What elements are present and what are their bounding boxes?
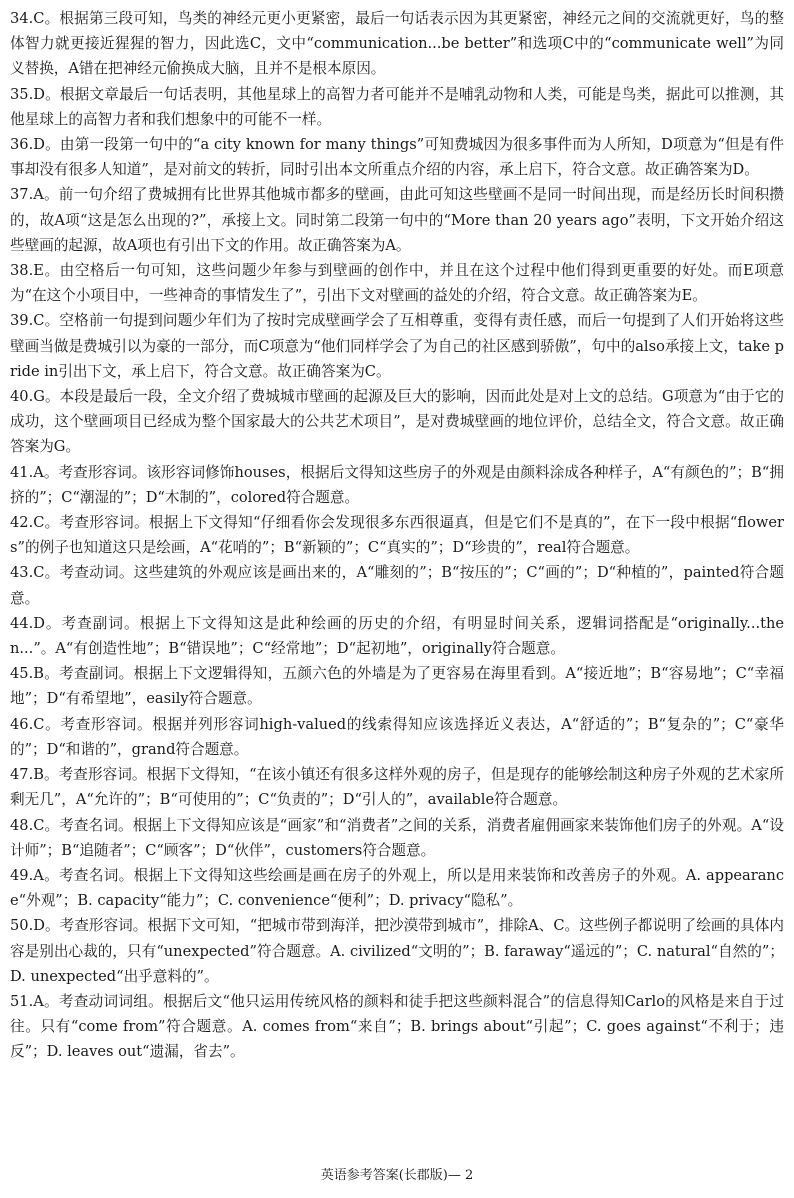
answer-42: 42.C。考查形容词。根据上下文得知“仔细看你会发现很多东西很逼真，但是它们不是真的”，在下一段中根据“flowers”的例子也知道这只是绘画，A“花哨的”；B“新颖的”；C“真实的”；D“珍贵的”，real符合题意。 — [10, 514, 784, 557]
answer-41: 41.A。考查形容词。该形容词修饰houses，根据后文得知这些房子的外观是由颜料涂成各种样子，A“有颜色的”；B“拥挤的”；C“潮湿的”；D“木制的”，colored符合题意。 — [10, 463, 784, 506]
answer-44: 44.D。考查副词。根据上下文得知这是此种绘画的历史的介绍，有明显时间关系，逻辑词搭配是“originally...then...”。A“有创造性地”；B“错误地”；C“经常地”；D“起初地”，originally符合题意。 — [10, 614, 784, 658]
answer-35: 35.D。根据文章最后一句话表明，其他星球上的高智力者可能并不是哺乳动物和人类，可能是鸟类，据此可以推测，其他星球上的高智力者和我们想象中的可能不一样。 — [10, 85, 784, 128]
answer-39: 39.C。空格前一句提到问题少年们为了按时完成壁画学会了互相尊重，变得有责任感，而后一句提到了人们开始将这些壁画当做是费城引以为豪的一部分，而C项意为“他们同样学会了为自己的社区感到骄傲”，句中的also承接上文，take pride in引出下文，承上启下，符合文意。故正确答案为C。 — [10, 312, 784, 380]
answer-43: 43.C。考查动词。这些建筑的外观应该是画出来的，A“雕刻的”；B“按压的”；C“画的”；D“种植的”，painted符合题意。 — [10, 564, 784, 607]
answer-45: 45.B。考查副词。根据上下文逻辑得知，五颜六色的外墙是为了更容易在海里看到。A“接近地”；B“容易地”；C“幸福地”；D“有希望地”，easily符合题意。 — [10, 665, 784, 708]
answer-36: 36.D。由第一段第一句中的“a city known for many things”可知费城因为很多事件而为人所知，D项意为“但是有件事却没有很多人知道”，是对前文的转折，同时引出本文所重点介绍的内容，承上启下，符合文意。故正确答案为D。 — [10, 136, 784, 179]
page-footer: 英语参考答案(长郡版)— 2 — [320, 1168, 474, 1183]
answer-34: 34.C。根据第三段可知，鸟类的神经元更小更紧密，最后一句话表示因为其更紧密，神经元之间的交流就更好，鸟的整体智力就更接近猩猩的智力，因此选C，文中“communication...be better”和选项C中的“communicate well”为同义替换，A错在把神经元偷换成大脑，且并不是根本原因。 — [10, 10, 784, 78]
answer-50: 50.D。考查形容词。根据下文可知，“把城市带到海洋，把沙漠带到城市”，排除A、C。这些例子都说明了绘画的具体内容是别出心裁的，只有“unexpected”符合题意。A. civilized“文明的”；B. faraway“遥远的”；C. natural“自然的”；D. unexpected“出乎意料的”。 — [10, 917, 784, 985]
answer-46: 46.C。考查形容词。根据并列形容词high-valued的线索得知应该选择近义表达，A“舒适的”；B“复杂的”；C“豪华的”；D“和谐的”，grand符合题意。 — [10, 715, 784, 758]
answer-47: 47.B。考查形容词。根据下文得知，“在该小镇还有很多这样外观的房子，但是现存的能够绘制这种房子外观的艺术家所剩无几”，A“允许的”；B“可使用的”；C“负责的”；D“引人的”，available符合题意。 — [10, 766, 784, 809]
answer-38: 38.E。由空格后一句可知，这些问题少年参与到壁画的创作中，并且在这个过程中他们得到更重要的好处。而E项意为“在这个小项目中，一些神奇的事情发生了”，引出下文对壁画的益处的介绍，符合文意。故正确答案为E。 — [10, 262, 784, 305]
answer-49: 49.A。考查名词。根据上下文得知这些绘画是画在房子的外观上，所以是用来装饰和改善房子的外观。A. appearance“外观”；B. capacity“能力”；C. convenience“便利”；D. privacy“隐私”。 — [10, 866, 784, 910]
answer-40: 40.G。本段是最后一段，全文介绍了费城城市壁画的起源及巨大的影响，因而此处是对上文的总结。G项意为“由于它的成功，这个壁画项目已经成为整个国家最大的公共艺术项目”，是对费城壁画的地位评价，总结全文，符合文意。故正确答案为G。 — [10, 388, 784, 456]
answer-37: 37.A。前一句介绍了费城拥有比世界其他城市都多的壁画，由此可知这些壁画不是同一时间出现，而是经历长时间积攒的，故A项“这是怎么出现的?”，承接上文。同时第二段第一句中的“More than 20 years ago”表明，下文开始介绍这些壁画的起源，故A项也有引出下文的作用。故正确答案为A。 — [10, 186, 784, 254]
answer-48: 48.C。考查名词。根据上下文得知应该是“画家”和“消费者”之间的关系，消费者雇佣画家来装饰他们房子的外观。A“设计师”；B“追随者”；C“顾客”；D“伙伴”，customers符合题意。 — [10, 816, 784, 859]
answer-51: 51.A。考查动词词组。根据后文“他只运用传统风格的颜料和徒手把这些颜料混合”的信息得知Carlo的风格是来自于过往。只有“come from”符合题意。A. comes from“来自”；B. brings about“引起”；C. goes against“不利于；违反”；D. leaves out“遗漏，省去”。 — [10, 992, 784, 1061]
